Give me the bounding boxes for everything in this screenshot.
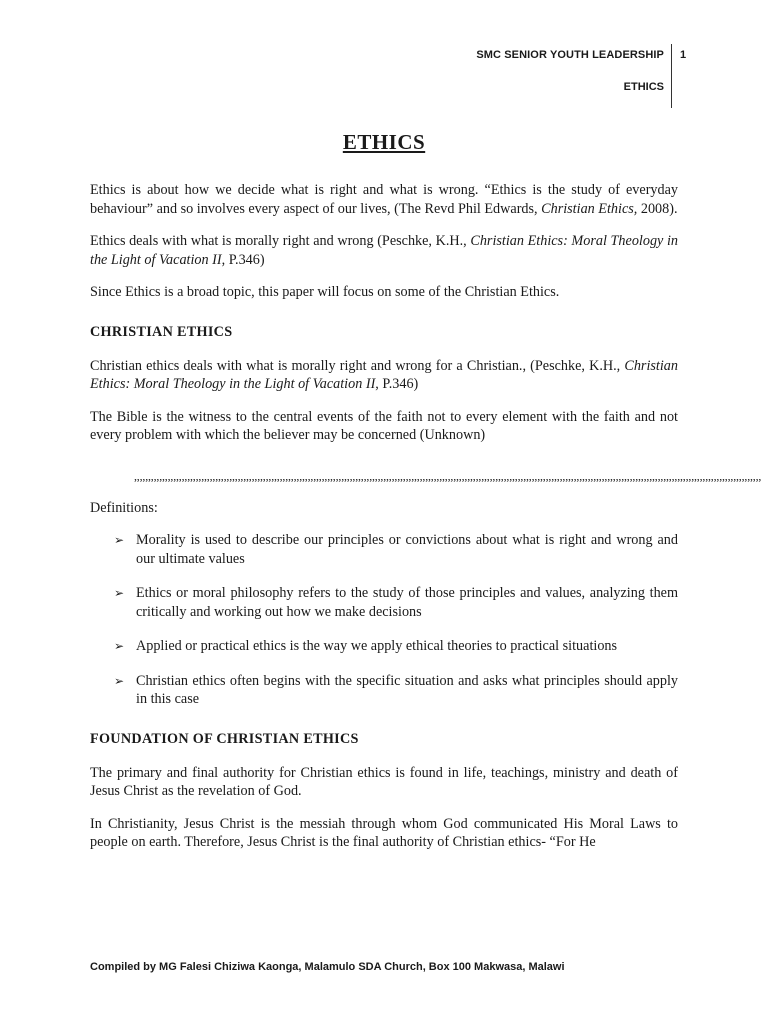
- list-item: ➢ Ethics or moral philosophy refers to the study of those principles and values, analyzing them critically and working out how we make decisions: [114, 585, 678, 620]
- list-item: ➢ Morality is used to describe our principles or convictions about what is right and wrong and our ultimate values: [114, 532, 678, 567]
- arrow-bullet-icon: ➢: [114, 673, 125, 688]
- arrow-bullet-icon: ➢: [114, 533, 125, 547]
- paragraph-scope: Since Ethics is a broad topic, this paper will focus on some of the Christian Ethics.: [90, 284, 560, 300]
- list-item: ➢ Applied or practical ethics is the way we apply ethical theories to practical situations: [114, 638, 618, 654]
- paragraph-intro: Ethics is about how we decide what is right and what is wrong. “Ethics is the study of everyday behaviour” and so involves every aspect of our lives, (The Revd Phil Edwards, Christian Ethics, 2008).: [90, 182, 678, 217]
- paragraph-messiah: In Christianity, Jesus Christ is the messiah through whom God communicated His Moral Laws to people on earth. Therefore, Jesus Christ is the final authority of Christian ethics- “For He: [90, 815, 678, 850]
- definitions-list: [90, 531, 678, 709]
- comma-line: ,,,,,,,,,,,,,,,,,,,,,,,,,,,,,,,,,,,,,,,,,,,,,,,,,,,,,,,,,,,,,,,,,,,,,,,,,,,,,,,,,,,,,,,,,,,,,,,,,,,,,,,,,,,,,,,,,,,,,,,,,,,,,,,,,,,,,,,,,,,,,,,,,,,,,,,,,,,,,,,,,,,,,,,,,,,,,,,,,,,,,,,,,,,,,,,,,,,,,,,,,,,,,,,,,,,,,,,,,,,,,,,,: [134, 468, 762, 483]
- paragraph-authority: The primary and final authority for Christian ethics is found in life, teachings, ministry and death of Jesus Christ as the revelation of God.: [90, 764, 678, 799]
- arrow-bullet-icon: ➢: [114, 586, 125, 600]
- header-title: SMC SENIOR YOUTH LEADERSHIP: [476, 49, 664, 61]
- heading-foundation: FOUNDATION OF CHRISTIAN ETHICS: [90, 730, 359, 747]
- heading-christian-ethics: CHRISTIAN ETHICS: [90, 323, 233, 340]
- list-item: ➢ Christian ethics often begins with the specific situation and asks what principles should apply in this case: [114, 672, 678, 707]
- header-subtitle: ETHICS: [623, 81, 664, 93]
- definitions-label: Definitions:: [90, 499, 158, 516]
- paragraph-bible: The Bible is the witness to the central events of the faith not to every element with the faith and not every problem with which the believer may be concerned (Unknown): [90, 408, 678, 443]
- document-title: ETHICS: [342, 130, 426, 154]
- arrow-bullet-icon: ➢: [114, 639, 125, 653]
- header-divider: [671, 44, 672, 108]
- page-number: 1: [680, 49, 687, 61]
- document-body: [90, 130, 762, 866]
- paragraph-christian-ethics: Christian ethics deals with what is morally right and wrong for a Christian., (Peschke, K.H., Christian Ethics: Moral Theology in the Light of Vacation II, P.346): [90, 357, 678, 392]
- page-footer: Compiled by MG Falesi Chiziwa Kaonga, Malamulo SDA Church, Box 100 Makwasa, Malawi: [90, 961, 565, 973]
- paragraph-definition: Ethics deals with what is morally right and wrong (Peschke, K.H., Christian Ethics: Moral Theology in the Light of Vacation II, P.346): [90, 233, 678, 268]
